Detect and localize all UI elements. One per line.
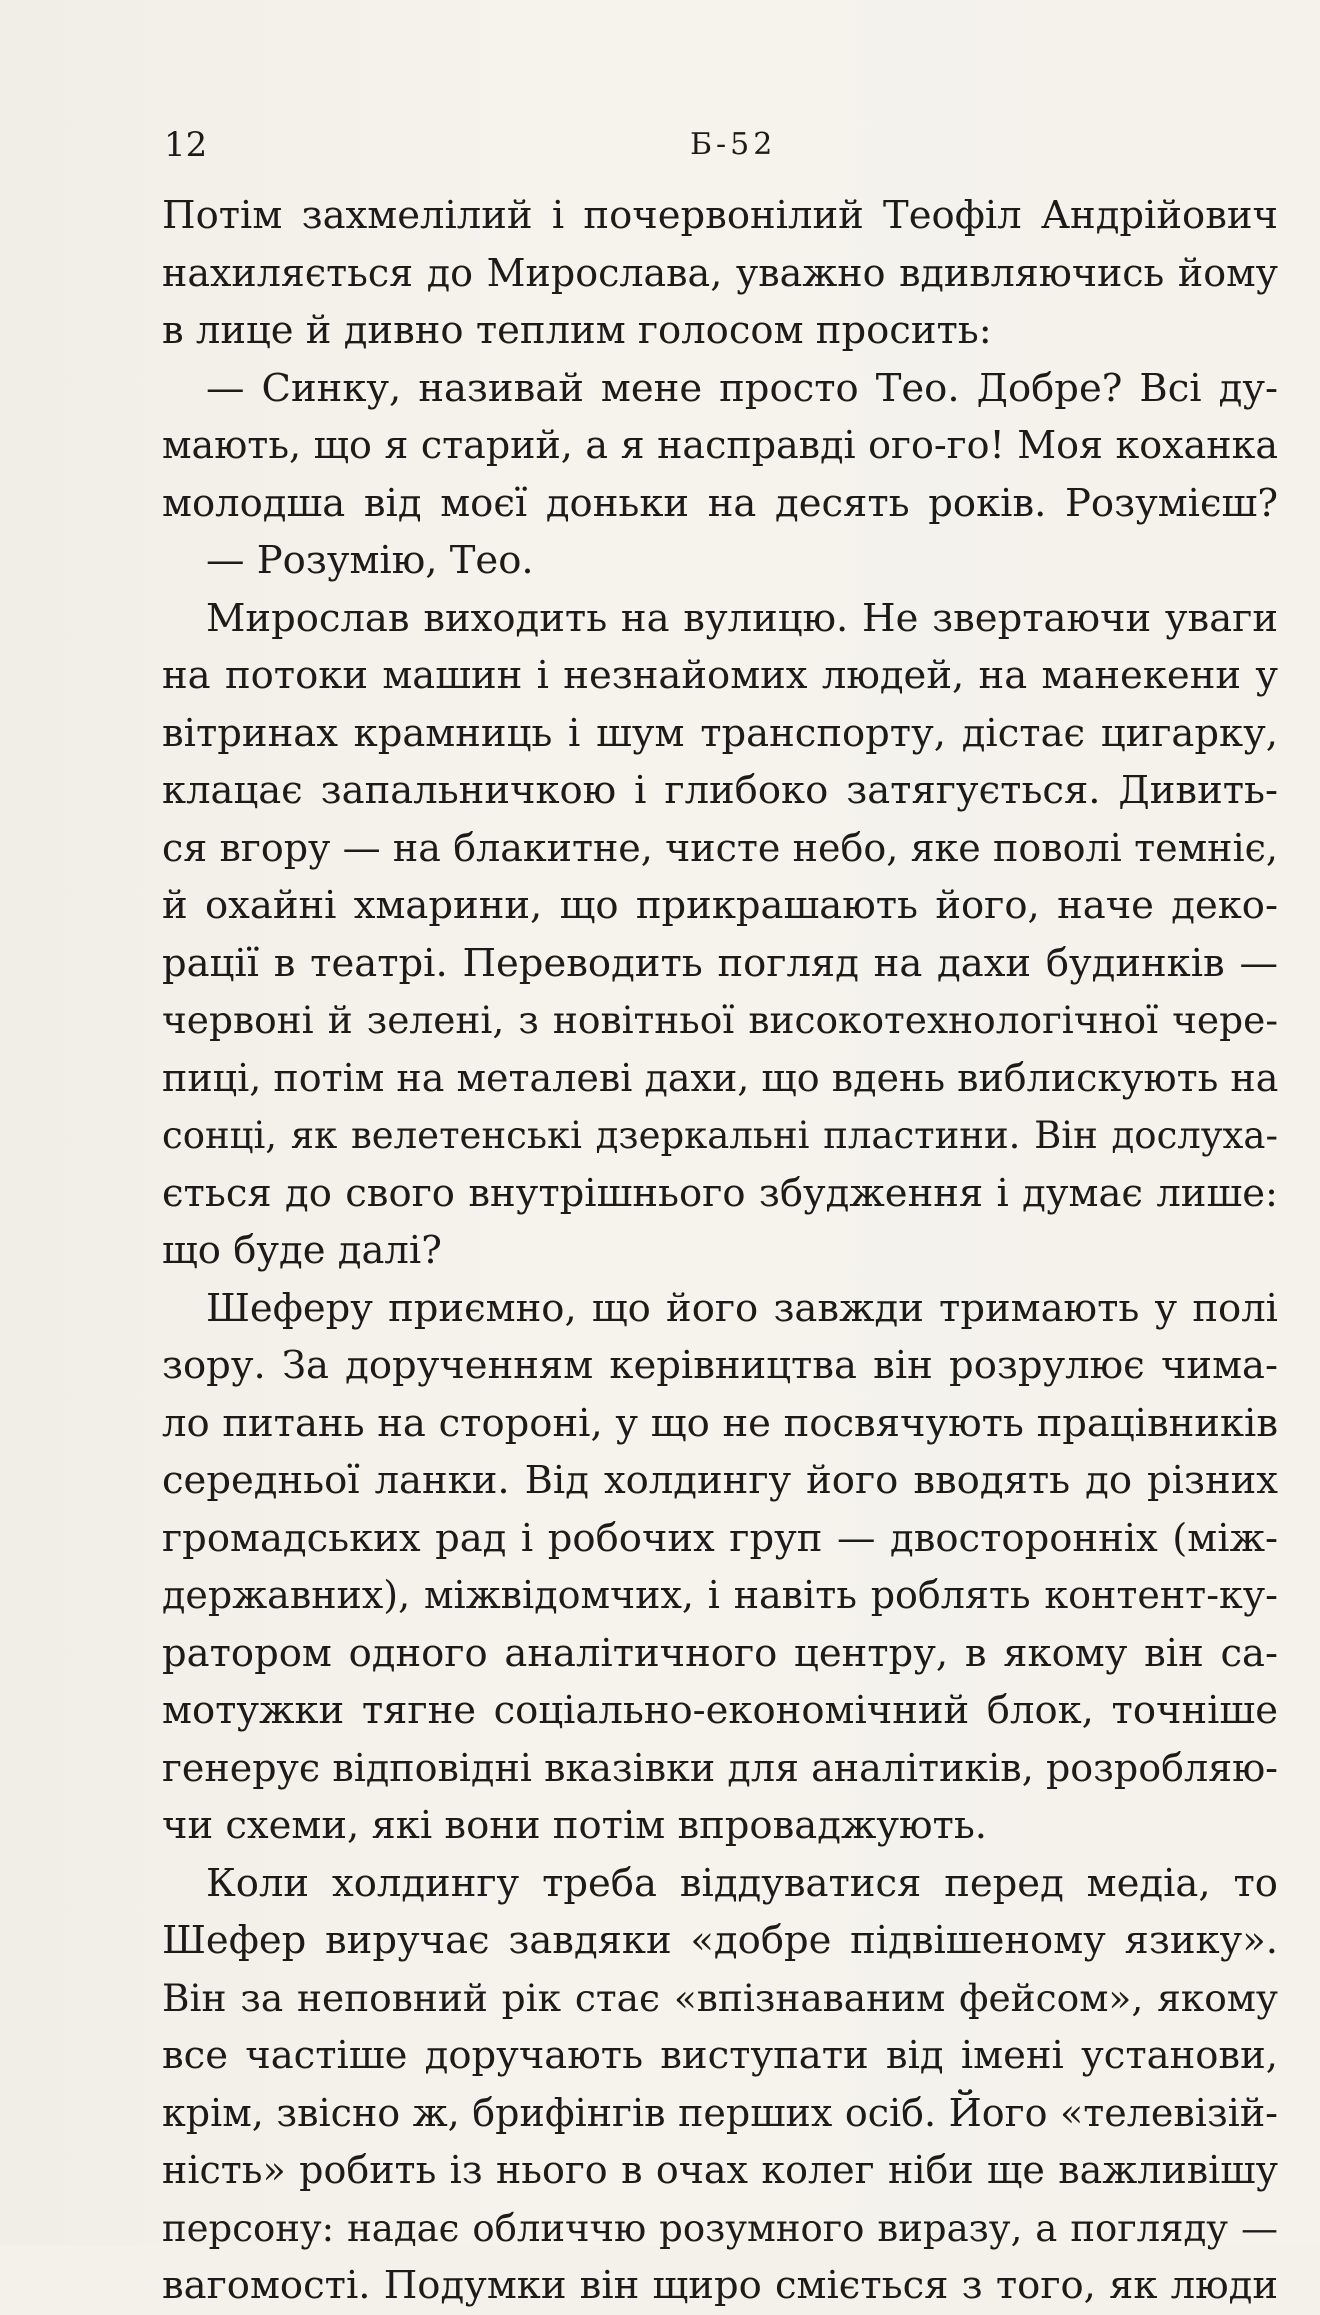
body-text	[162, 187, 1278, 2315]
text-line: в лице й дивно теплим голосом просить:	[162, 308, 992, 353]
text-line: крім, звісно ж, брифінгів перших осіб. Його «телевізій-	[162, 2090, 1278, 2135]
text-line: пиці, потім на металеві дахи, що вдень виблискують на	[162, 1055, 1279, 1100]
text-line: генерує відповідні вказівки для аналітиків, розробляю-	[162, 1745, 1278, 1790]
text-line: вагомості. Подумки він щиро сміється з того, як люди	[162, 2263, 1278, 2308]
book-title: Б-52	[690, 127, 777, 162]
text-line: Він за неповний рік стає «впізнаваним фейсом», якому	[162, 1975, 1278, 2020]
text-line: вітринах крамниць і шум транспорту, дістає цигарку,	[162, 710, 1278, 756]
text-line: нахиляється до Мирослава, уважно вдивляючись йому	[162, 250, 1278, 295]
text-line: молодша від моєї доньки на десять років. Розумієш?	[162, 480, 1278, 526]
text-line: ло питань на стороні, у що не посвячують працівників	[162, 1400, 1278, 1446]
text-line: — Розумію, Тео.	[206, 538, 534, 583]
text-line: й охайні хмарини, що прикрашають його, наче деко-	[162, 883, 1278, 928]
page-number: 12	[164, 125, 208, 165]
text-line: Шеферу приємно, що його завжди тримають у полі	[206, 1285, 1278, 1331]
text-line: Потім захмелілий і почервонілий Теофіл Андрійович	[162, 193, 1278, 238]
running-head	[150, 120, 1280, 170]
text-line: ратором одного аналітичного центру, в якому він са-	[162, 1630, 1278, 1676]
text-line: Шефер виручає завдяки «добре підвішеному язику».	[162, 1918, 1278, 1963]
text-line: мотужки тягне соціально-економічний блок, точніше	[162, 1688, 1278, 1733]
text-line: все частіше доручають виступати від імені установи,	[162, 2033, 1278, 2078]
text-line: що буде далі?	[162, 1228, 442, 1273]
text-line: зору. За дорученням керівництва він розрулює чима-	[162, 1343, 1278, 1388]
text-line: на потоки машин і незнайомих людей, на манекени у	[162, 653, 1278, 698]
text-line: сонці, як велетенські дзеркальні пластини. Він дослуха-	[162, 1114, 1278, 1157]
text-line: державних), міжвідомчих, і навіть роблять контент-ку-	[162, 1573, 1278, 1617]
text-line: чи схеми, які вони потім впроваджують.	[162, 1803, 988, 1848]
text-line: середньої ланки. Від холдингу його вводять до різних	[162, 1458, 1278, 1503]
text-line: Коли холдингу треба віддуватися перед медіа, то	[206, 1860, 1278, 1906]
text-line: ся вгору — на блакитне, чисте небо, яке поволі темніє,	[162, 825, 1278, 870]
text-line: мають, що я старий, а я насправді ого-го! Моя коханка	[162, 423, 1278, 467]
text-line: червоні й зелені, з новітньої високотехнологічної чере-	[162, 998, 1278, 1042]
text-line: ність» робить із нього в очах колег ніби ще важливішу	[162, 2148, 1278, 2192]
text-line: — Синку, називай мене просто Тео. Добре? Всі ду-	[206, 365, 1278, 411]
text-line: персону: надає обличчю розумного виразу, а погляду —	[162, 2206, 1278, 2250]
text-line: рації в театрі. Переводить погляд на дахи будинків —	[162, 940, 1278, 986]
text-line: ється до свого внутрішнього збудження і думає лише:	[162, 1170, 1278, 1216]
text-line: Мирослав виходить на вулицю. Не звертаючи уваги	[206, 595, 1278, 641]
text-line: громадських рад і робочих груп — двосторонніх (між-	[162, 1515, 1278, 1561]
text-line: клацає запальничкою і глибоко затягується. Дивить-	[162, 768, 1278, 813]
